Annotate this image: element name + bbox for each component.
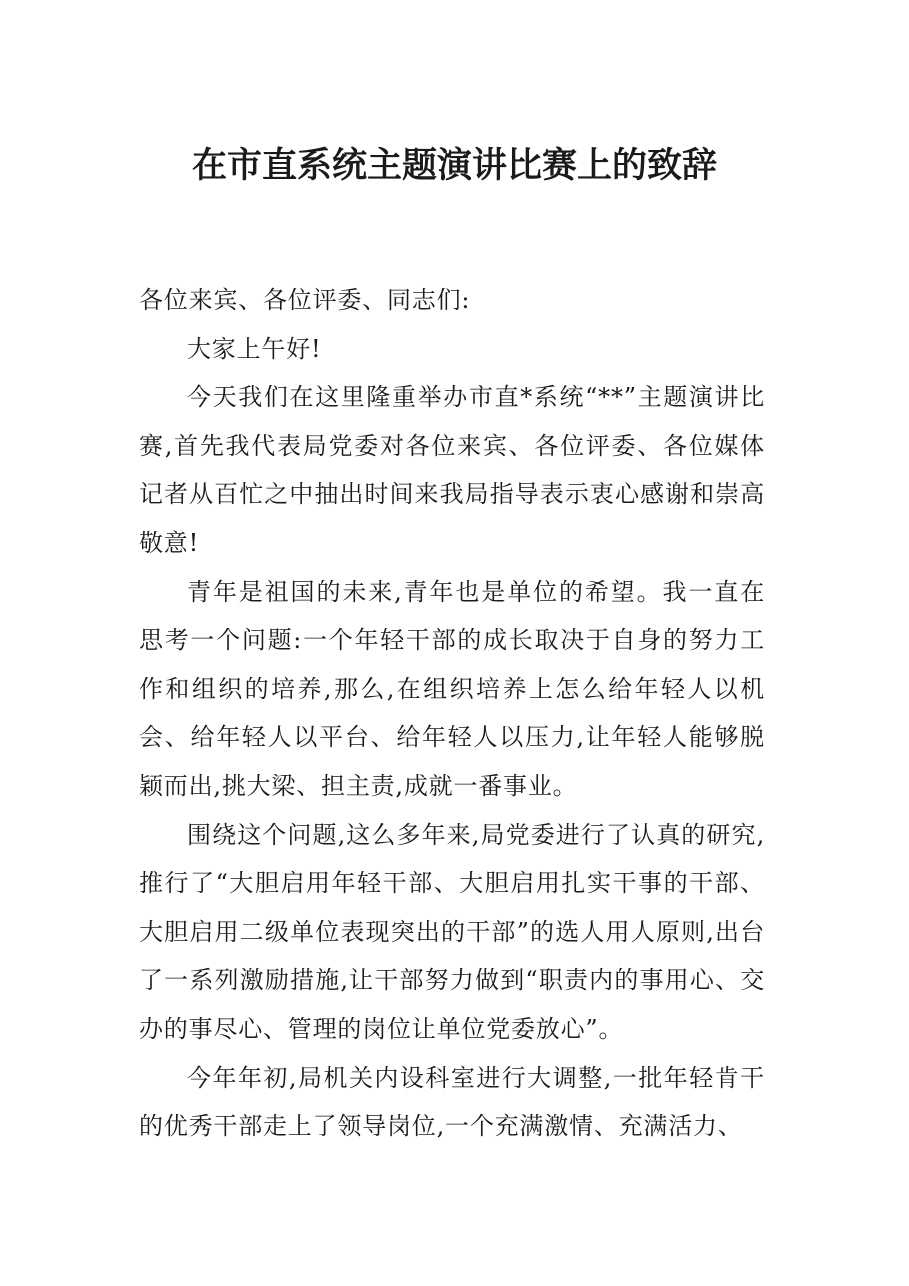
salutation: 各位来宾、各位评委、同志们: bbox=[139, 286, 471, 314]
document-body bbox=[139, 276, 765, 1151]
greeting: 大家上午好! bbox=[187, 334, 322, 363]
paragraph-4: 今年年初,局机关内设科室进行大调整,一批年轻肯干的优秀干部走上了领导岗位,一个充满激情、充满活力、 bbox=[139, 1063, 765, 1141]
paragraph-2: 青年是祖国的未来,青年也是单位的希望。我一直在思考一个问题:一个年轻干部的成长取决于自身的努力工作和组织的培养,那么,在组织培养上怎么给年轻人以机会、给年轻人以平台、给年轻人以压力,让年轻人能够脱颖而出,挑大梁、担主责,成就一番事业。 bbox=[139, 577, 765, 800]
paragraph-1: 今天我们在这里隆重举办市直*系统“**”主题演讲比赛,首先我代表局党委对各位来宾、各位评委、各位媒体记者从百忙之中抽出时间来我局指导表示衷心感谢和崇高敬意! bbox=[139, 383, 765, 557]
paragraph-3: 围绕这个问题,这么多年来,局党委进行了认真的研究,推行了“大胆启用年轻干部、大胆启用扎实干事的干部、大胆启用二级单位表现突出的干部”的选人用人原则,出台了一系列激励措施,让干部努力做到“职责内的事用心、交办的事尽心、管理的岗位让单位党委放心”。 bbox=[139, 820, 765, 1043]
document-title: 在市直系统主题演讲比赛上的致辞 bbox=[191, 145, 717, 186]
